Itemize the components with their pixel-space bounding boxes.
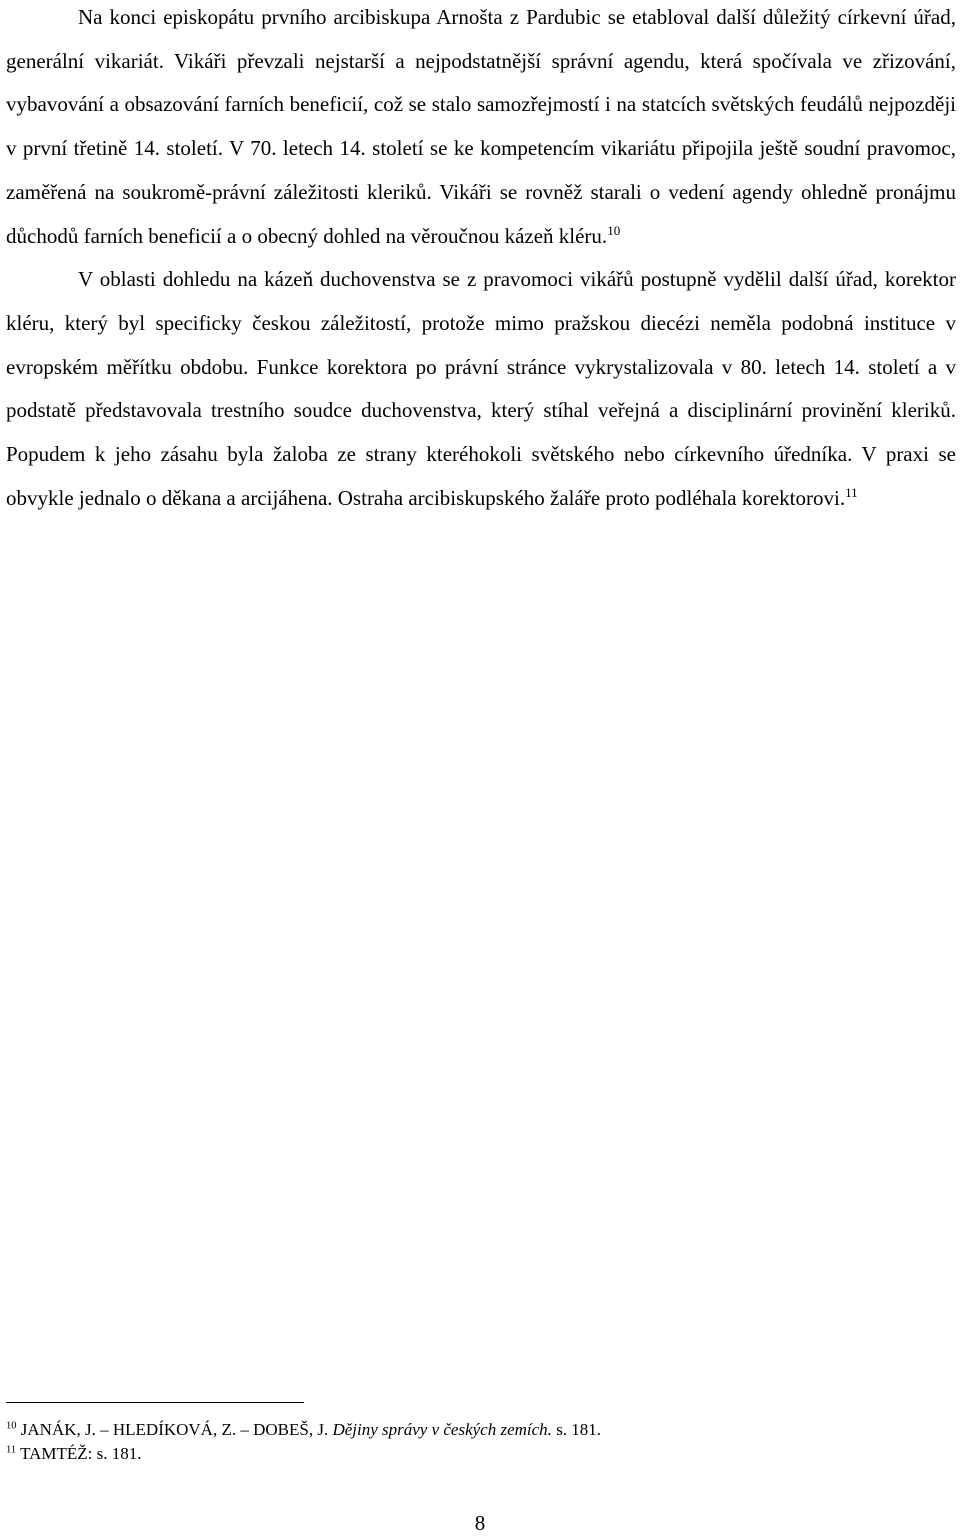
paragraph-text: V oblasti dohledu na kázeň duchovenstva se z pravomoci vikářů postupně vydělil další úřad, korektor kléru, který byl specificky českou záležitostí, protože mimo pražskou diecézi neměla podobná instituce v evropském měřítku obdobu. Funkce korektora po právní stránce vykrystalizovala v 80. letech 14. století a v podstatě představovala trestního soudce duchovenstva, který stíhal veřejná a disciplinární provinění kleriků. Popudem k jeho zásahu byla žaloba ze strany kteréhokoli světského nebo církevního úředníka. V praxi se obvykle jednalo o děkana a arcijáhena. Ostraha arcibiskupského žaláře proto podléhala korektorovi. (6, 267, 956, 510)
page-number: 8 (474, 1511, 486, 1535)
footnote-authors: JANÁK, J. – HLEDÍKOVÁ, Z. – DOBEŠ, J. (20, 1420, 329, 1439)
footnote-title: Dějiny správy v českých zemích. (332, 1420, 552, 1439)
footnote-number: 11 (6, 1444, 17, 1456)
footnote-reference: 10 (607, 222, 621, 238)
footnote-10 (6, 1418, 946, 1442)
footnote-text: TAMTÉŽ: s. 181. (20, 1444, 142, 1463)
footnotes (6, 1418, 946, 1466)
paragraph-generalni-vikariat (6, 0, 956, 258)
footnote-number: 10 (6, 1420, 17, 1432)
footnote-separator (6, 1402, 304, 1403)
paragraph-korektor-kleru (6, 258, 956, 520)
footnote-11 (6, 1442, 946, 1466)
body-text (6, 0, 956, 520)
footnote-pages: s. 181. (556, 1420, 602, 1439)
footnote-reference: 11 (845, 484, 858, 500)
paragraph-text: Na konci episkopátu prvního arcibiskupa Arnošta z Pardubic se etabloval další důležitý církevní úřad, generální vikariát. Vikáři převzali nejstarší a nejpodstatnější správní agendu, která spočívala ve zřizování, vybavování a obsazování farních beneficií, což se stalo samozřejmostí i na statcích světských feudálů nejpozději v první třetině 14. století. V 70. letech 14. století se ke kompetencím vikariátu připojila ještě soudní pravomoc, zaměřená na soukromě-právní záležitosti kleriků. Vikáři se rovněž starali o vedení agendy ohledně pronájmu důchodů farních beneficií a o obecný dohled na věroučnou kázeň kléru. (6, 5, 956, 248)
